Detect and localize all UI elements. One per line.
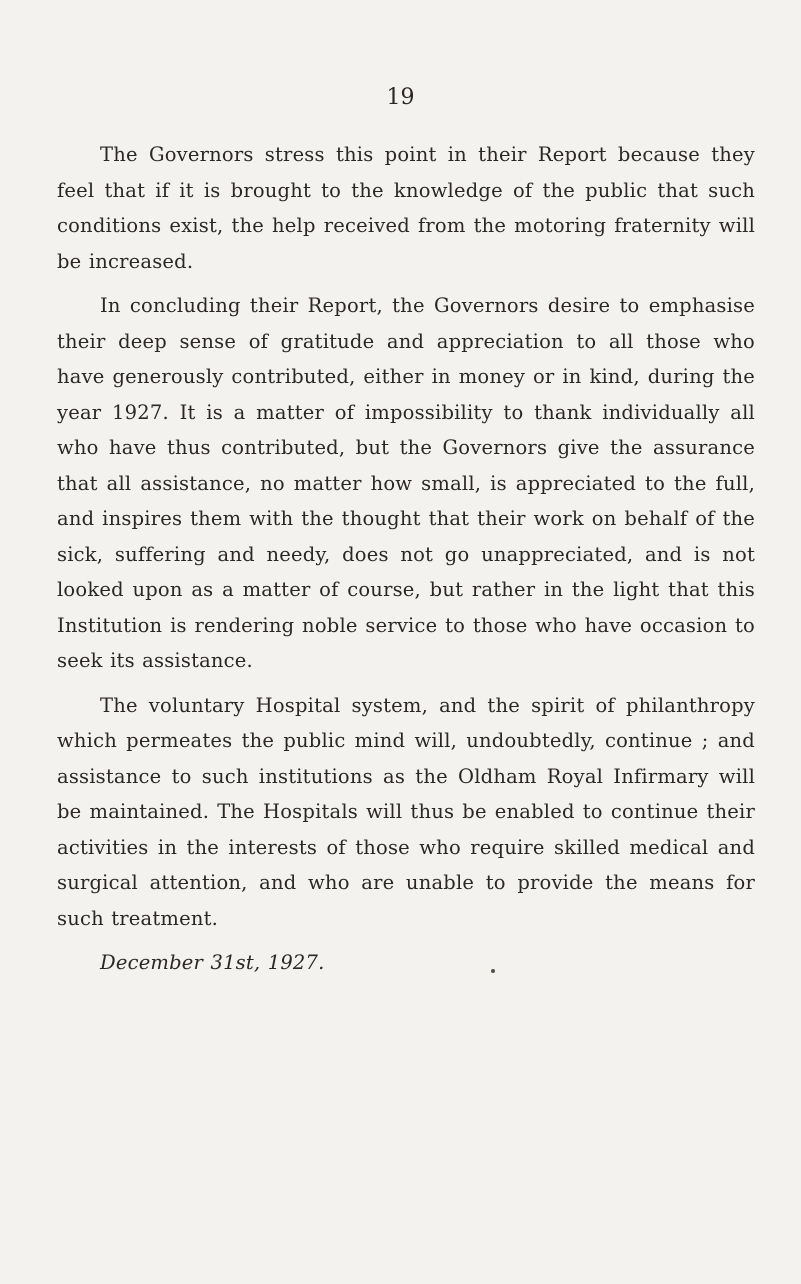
paper-speck (491, 969, 495, 973)
paragraph-voluntary-system: The voluntary Hospital system, and the spirit of philanthropy which permeates the public mind will, undoubtedly, continue ; and assistance to such institutions as the Oldham Royal Infirmary will be maintained. The Hospitals will thus be enabled to continue their activities in the interests of those who require skilled medical and surgical attention, and who are unable to provide the means for such treatment. (57, 693, 755, 930)
paragraph-gratitude: In concluding their Report, the Governors desire to emphasise their deep sense of gratitude and appreciation to all those who have generously contributed, either in money or in kind, during the year 1927. It is a matter of impossibility to thank individually all who have thus contributed, but the Governors give the assurance that all assistance, no matter how small, is appreciated to the full, and inspires them with the thought that their work on behalf of the sick, suffering and needy, does not go unappreciated, and is not looked upon as a matter of course, but rather in the light that this Institution is rendering noble service to those who have occasion to seek its assistance. (57, 294, 755, 672)
report-date: December 31st, 1927. (100, 951, 325, 974)
report-text (57, 137, 755, 981)
page-number: 19 (386, 85, 415, 110)
paragraph-motoring-help: The Governors stress this point in their Report because they feel that if it is brought to the knowledge of the public that such conditions exist, the help received from the motoring fraternity will be increased. (57, 143, 755, 273)
